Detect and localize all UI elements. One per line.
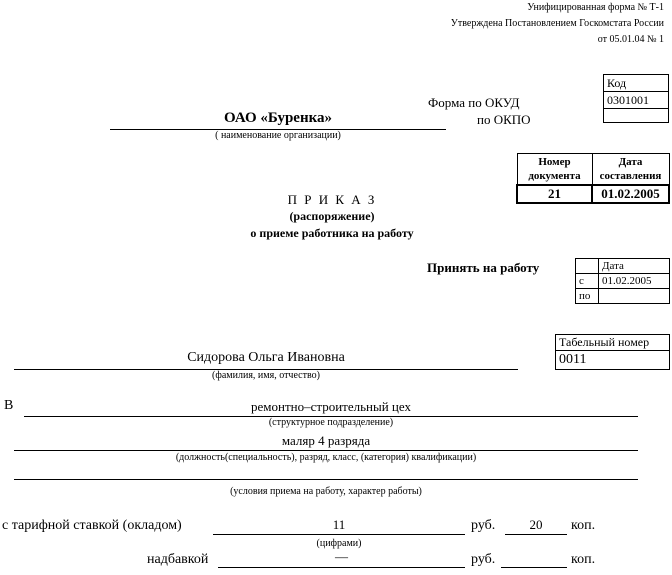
hire-to-value bbox=[599, 289, 670, 304]
okpo-label: по ОКПО bbox=[477, 112, 531, 127]
salary-kop-value: 20 bbox=[529, 517, 543, 532]
division-value: ремонтно–строительный цех bbox=[251, 399, 411, 414]
tab-number-value: 0011 bbox=[556, 351, 670, 370]
form-id-line: Унифицированная форма № Т-1 bbox=[527, 2, 664, 13]
bonus-rub-underline bbox=[218, 567, 465, 568]
salary-rub-label: руб. bbox=[471, 518, 496, 533]
tab-number-table bbox=[555, 334, 670, 370]
salary-rub-underline bbox=[213, 534, 465, 535]
approval-date-line: от 05.01.04 № 1 bbox=[597, 34, 664, 45]
doc-date: 01.02.2005 bbox=[592, 185, 669, 203]
hire-from-label: с bbox=[576, 274, 599, 289]
salary-kop-underline bbox=[505, 534, 567, 535]
order-title: П Р И К А З bbox=[287, 192, 377, 207]
okud-value: 0301001 bbox=[604, 92, 669, 109]
position-value: маляр 4 разряда bbox=[281, 433, 371, 448]
bonus-label: надбавкой bbox=[147, 552, 209, 567]
code-table bbox=[603, 74, 669, 123]
salary-label: с тарифной ставкой (окладом) bbox=[2, 518, 182, 533]
tab-number-header: Табельный номер bbox=[556, 335, 670, 351]
bonus-rub-label: руб. bbox=[471, 552, 496, 567]
okud-label: Форма по ОКУД bbox=[428, 95, 520, 110]
okpo-value bbox=[604, 109, 669, 123]
order-subtitle: (распоряжение) bbox=[289, 209, 375, 223]
hire-from-value: 01.02.2005 bbox=[599, 274, 670, 289]
order-subject: о приеме работника на работу bbox=[250, 226, 414, 240]
position-underline bbox=[14, 450, 638, 451]
bonus-kop-label: коп. bbox=[571, 552, 596, 567]
hire-label: Принять на работу bbox=[427, 260, 540, 275]
conditions-caption: (условия приема на работу, характер работы) bbox=[230, 486, 422, 497]
doc-number-header: Номер документа bbox=[517, 154, 592, 186]
salary-caption: (цифрами) bbox=[316, 538, 362, 549]
division-prefix: В bbox=[4, 398, 14, 413]
employee-name: Сидорова Ольга Ивановна bbox=[187, 350, 345, 365]
organization-caption: ( наименование организации) bbox=[215, 130, 341, 141]
approval-line: Утверждена Постановлением Госкомстата России bbox=[450, 18, 664, 29]
bonus-rub-value: — bbox=[335, 549, 348, 564]
conditions-underline bbox=[14, 479, 638, 480]
code-header: Код bbox=[604, 75, 669, 92]
bonus-kop-underline bbox=[501, 567, 567, 568]
organization-name: ОАО «Буренка» bbox=[223, 110, 333, 126]
hire-date-header: Дата bbox=[599, 259, 670, 274]
salary-kop-label: коп. bbox=[571, 518, 596, 533]
hire-to-label: по bbox=[576, 289, 599, 304]
position-caption: (должность(специальность), разряд, класс, (категория) квалификации) bbox=[175, 452, 477, 463]
employee-name-caption: (фамилия, имя, отчество) bbox=[212, 370, 320, 381]
salary-rub-value: 11 bbox=[332, 517, 346, 532]
doc-number: 21 bbox=[517, 185, 592, 203]
document-table bbox=[516, 153, 670, 204]
division-caption: (структурное подразделение) bbox=[268, 417, 394, 428]
doc-date-header: Дата составления bbox=[592, 154, 669, 186]
hire-date-table bbox=[575, 258, 670, 304]
